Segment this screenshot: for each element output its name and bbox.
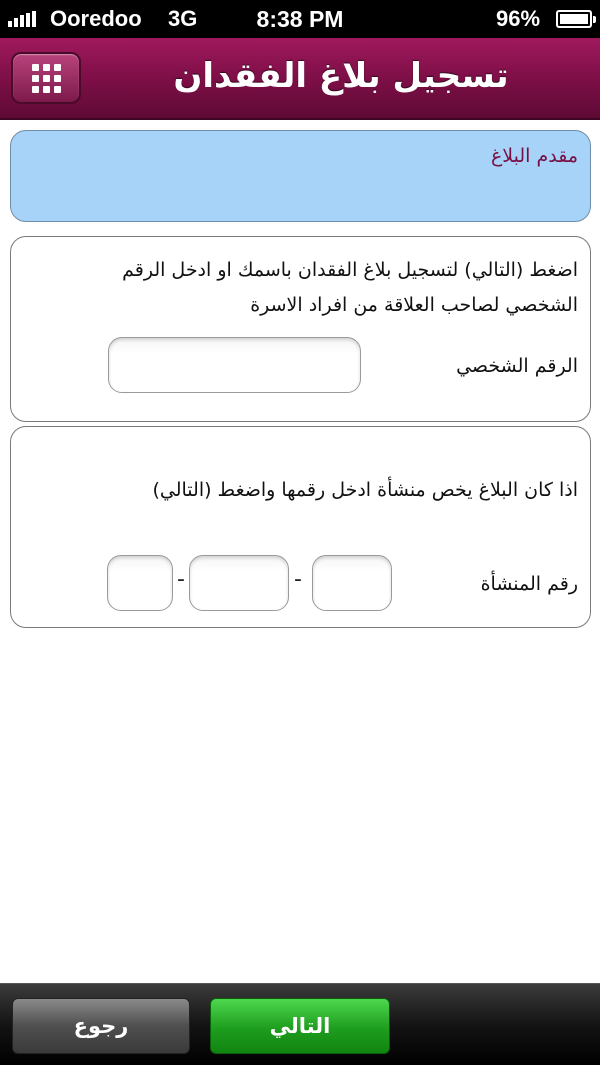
battery-percentage: 96% (496, 6, 541, 31)
personal-number-panel (10, 236, 591, 422)
establishment-number-part2[interactable] (189, 555, 289, 611)
next-button[interactable]: التالي (210, 998, 390, 1054)
establishment-number-part1[interactable] (312, 555, 392, 611)
personal-instruction-line2: الشخصي لصاحب العلاقة من افراد الاسرة (250, 294, 578, 316)
clock: 8:38 PM (256, 6, 344, 32)
separator-dash: - (177, 567, 185, 592)
reporter-label: مقدم البلاغ (490, 145, 578, 167)
bottom-toolbar (0, 983, 600, 1065)
status-bar (0, 0, 600, 38)
establishment-instruction: اذا كان البلاغ يخص منشأة ادخل رقمها واضغط (التالي) (152, 479, 578, 501)
navigation-bar (0, 38, 600, 120)
battery-icon (556, 10, 592, 28)
network-type: 3G (168, 6, 198, 31)
personal-number-label: الرقم الشخصي (456, 355, 578, 377)
establishment-number-panel (10, 426, 591, 628)
establishment-number-part3[interactable] (107, 555, 173, 611)
reporter-panel[interactable] (10, 130, 591, 222)
grid-icon (32, 64, 61, 93)
carrier-name: Ooredoo (50, 6, 142, 31)
separator-dash: - (294, 567, 302, 592)
establishment-number-label: رقم المنشأة (480, 573, 578, 595)
page-title: تسجيل بلاغ الفقدان (173, 56, 509, 96)
personal-number-input[interactable] (108, 337, 361, 393)
menu-button[interactable] (11, 52, 81, 104)
personal-instruction-line1: اضغط (التالي) لتسجيل بلاغ الفقدان باسمك او ادخل الرقم (122, 259, 578, 281)
personal-instruction (23, 253, 578, 323)
back-button[interactable]: رجوع (12, 998, 190, 1054)
